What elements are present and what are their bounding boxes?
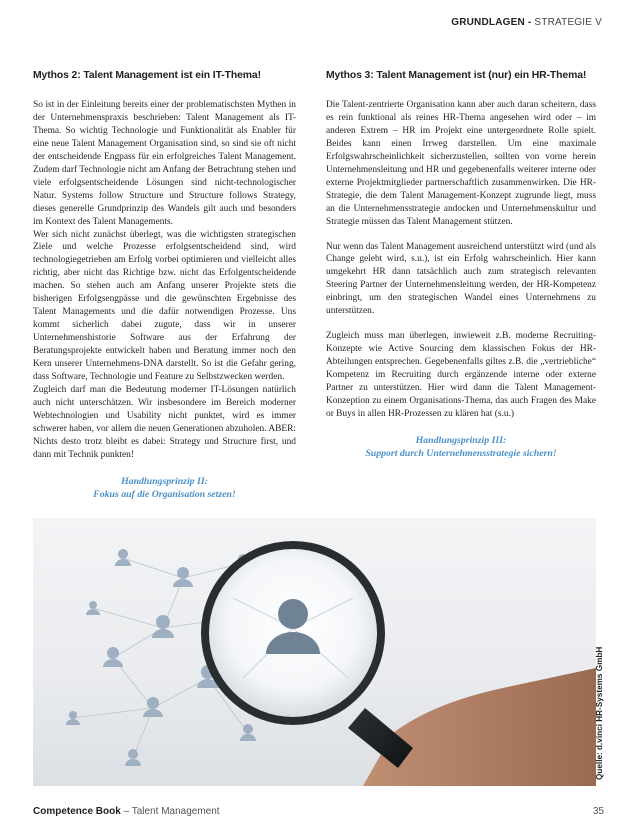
- page-footer: [33, 806, 220, 817]
- principle-2-text: Fokus auf die Organisation setzen!: [93, 488, 236, 500]
- principle-3-callout: [326, 434, 596, 460]
- page-number: 35: [592, 806, 604, 817]
- magnifier-illustration: [33, 518, 596, 786]
- myth-3-paragraph-1: Die Talent-zentrierte Organisation kann aber auch daran scheitern, dass es rein funktional als reines HR-Thema angesehen wird oder – im anderen Extrem – HR im Projekt eine untergeordnete Rolle spielt. Beides kann einen Irrweg darstellen. Um eine maximale Erfolgswahrscheinlichkeit sicherzustellen, sollten von vorne herein Unternehmensleitung und HR und gegebenenfalls weiterer interne oder externe Projektmitglieder partnerschaftlich zusammenwirken. Die HR-Strategie, die dem Talent Management-Konzept zugrunde liegt, muss an die Unternehmensstrategie andocken und Unternehmenskultur und Strategie müssen das Talent Management stützen.: [326, 100, 596, 227]
- principle-3-title: Handlungsprinzip III:: [415, 434, 507, 446]
- myth-2-paragraph-1: So ist in der Einleitung bereits einer der problematischsten Mythen in der Unternehmenspraxis beschrieben: Talent Management als IT-Thema. So wichtig Technologie und Funktionalität als Enabler für eine neue Talent Management Organisation sind, so sind sie oft nicht der entscheidende Engpass für ein erfolgreiches Talent Management. Zudem darf Technologie nicht am Anfang der Betrachtung stehen und viele erfolgsentscheidende Lösungen sind nicht-technologischer Natur. Systems follow Structure und Structure follows Strategy, dieses generelle Grundprinzip des Wandels gilt auch und besonders im Kontext des Talent Managements.: [33, 100, 296, 227]
- magnifier-network-photo: [33, 518, 596, 786]
- footer-book-title: Competence Book: [33, 806, 121, 817]
- footer-topic: – Talent Management: [120, 806, 220, 817]
- principle-2-title: Handlungsprinzip II:: [121, 475, 208, 487]
- running-header: [451, 17, 602, 28]
- right-column: [326, 70, 596, 460]
- myth-2-paragraph-2: Wer sich nicht zunächst überlegt, was die wichtigsten strategischen Ziele und welche Prozesse erfolgsentscheidend sind, wird technologiegetrieben am Erfolg vorbei optimieren und vielleicht alles richtig, aber nicht das Richtige bzw. nicht das Erfolgentscheidende machen. So stehen auch am Anfang unserer Projekte stets die bisherigen Erfolgsengpässe und die gewünschten Ergebnisse des Talent Managements und die dafür notwendigen Prozesse. Uns kommt sicherlich dabei zugute, dass wir in unserer Unternehmenshistorie Software aus der Erfahrung der Beratungsprojekte entwickelt haben und Beratung immer noch den Kern unserer Unternehmens-DNA darstellt. So ist die Gefahr gering, dass Software, Technologie und Feature zu Selbstzwecken werden.: [33, 229, 296, 383]
- header-subsection: STRATEGIE V: [534, 17, 602, 28]
- principle-3-text: Support durch Unternehmensstrategie sichern!: [365, 447, 557, 459]
- myth-3-heading: Mythos 3: Talent Management ist (nur) ein HR-Thema!: [326, 70, 587, 81]
- myth-2-paragraph-3: Zugleich darf man die Bedeutung moderner IT-Lösungen natürlich auch nicht unterschätzen. Wir insbesondere im Bereich moderner Webtechnologien und Usability nicht punktet, wird es immer schwerer haben, vor allem die neuen Generationen abzuholen. ABER: Nichts desto trotz bleibt es dabei: Strategy und Structure first, und dann mit Technik punkten!: [33, 384, 296, 460]
- myth-2-heading: Mythos 2: Talent Management ist ein IT-Thema!: [33, 70, 261, 81]
- myth-3-paragraph-3: Zugleich muss man überlegen, inwieweit z.B. moderne Recruiting-Konzepte wie Active Sourcing dem klassischen Fokus der HR-Abteilungen entsprechen. Gegebenenfalls giltes z.B. die „vertriebliche“ Kompetenz im Recruiting durch ergänzende interne oder externe Partner zu unterstützen. Hier wird dann die Talent Management-Konzeption zu einem Organisations-Thema, das auch Fragen des Make or Buys in allen HR-Prozessen zu klären hat (s.u.): [326, 331, 596, 419]
- myth-3-paragraph-2: Nur wenn das Talent Management ausreichend unterstützt wird (und als Change gelebt wird, s.u.), ist ein Erfolg wahrscheinlich. Hier kann umgekehrt HR dann tatsächlich auch zum strategisch relevanten Steering Partner der Unternehmensleitung werden, der HR-Kompetenz einbringt, um den strategischen Wandel eines Unternehmens zu unterstützen.: [326, 241, 596, 317]
- left-column: [33, 70, 296, 501]
- header-section: GRUNDLAGEN -: [451, 17, 532, 28]
- photo-credit-text: Quelle: d.vinci HR-Systems GmbH: [595, 646, 604, 780]
- photo-credit: [594, 640, 606, 780]
- principle-2-callout: [33, 475, 296, 501]
- hand-icon: [363, 668, 596, 786]
